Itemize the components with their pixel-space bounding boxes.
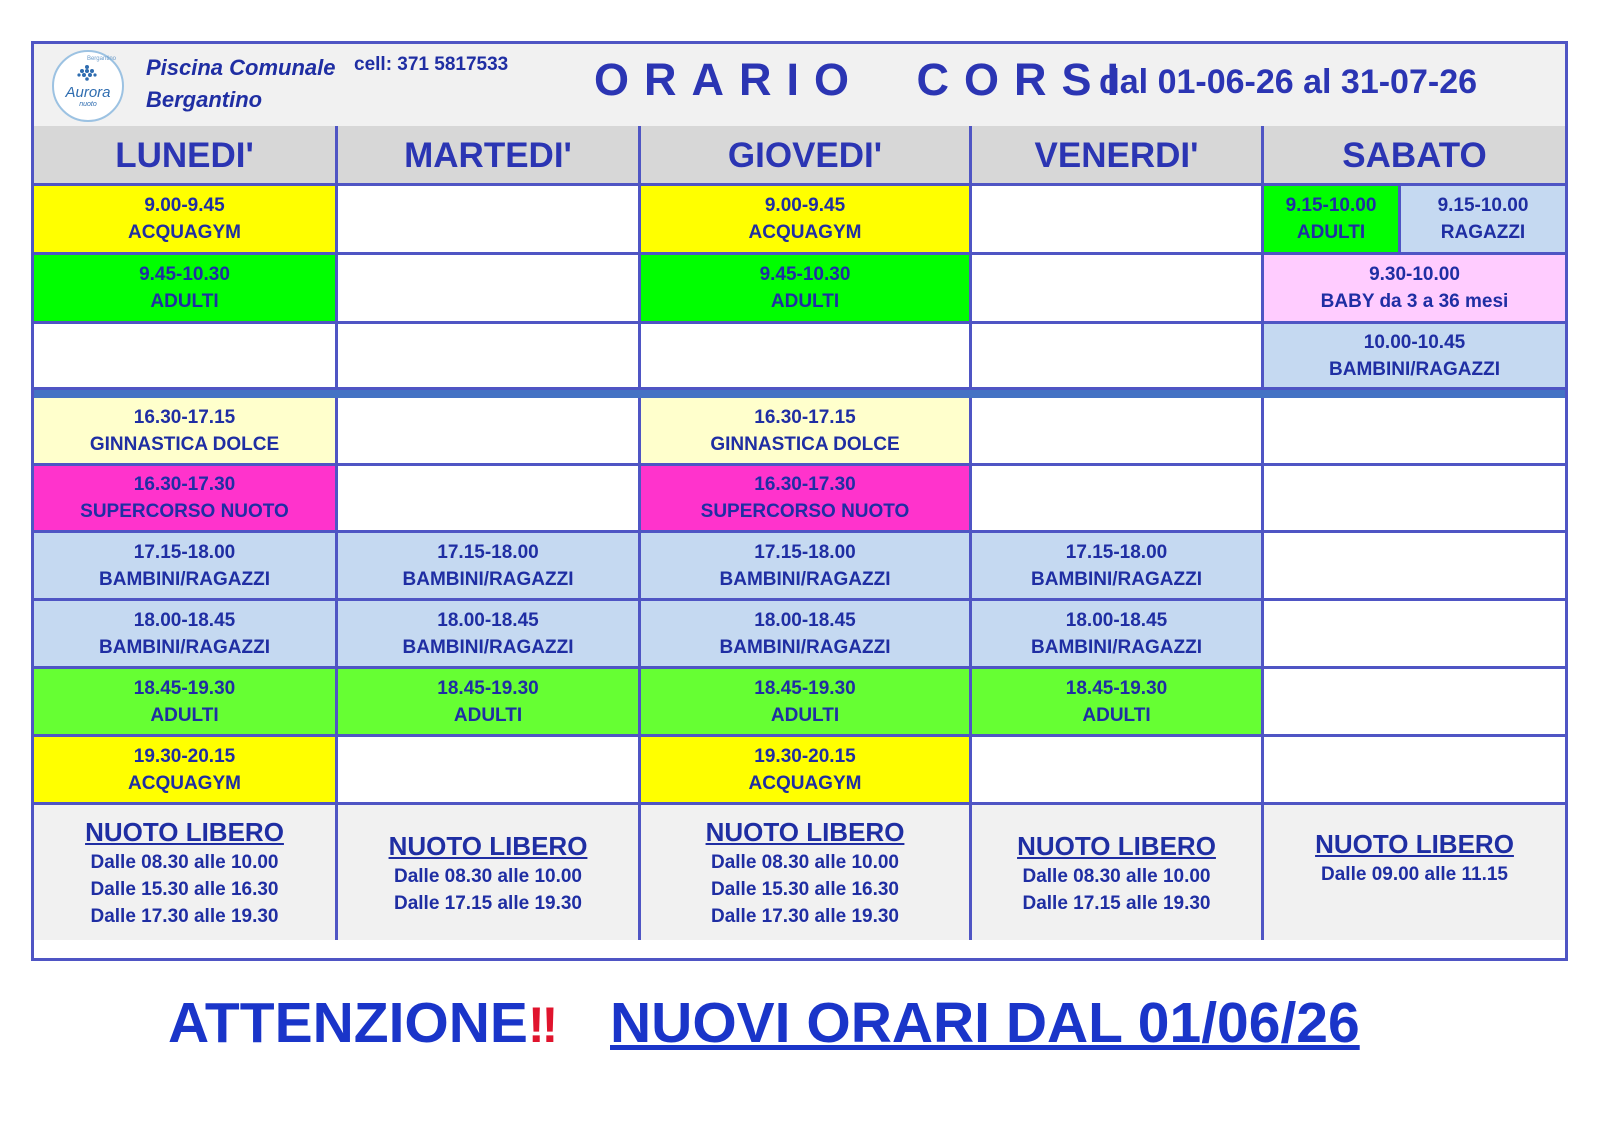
slot-course: ADULTI <box>770 704 840 726</box>
slot-empty <box>1264 669 1565 737</box>
slot-lun-adulti-morning <box>34 255 338 324</box>
slot-course: BAMBINI/RAGAZZI <box>99 568 270 590</box>
slot-time: 18.45-19.30 <box>133 677 236 699</box>
attention-text: ATTENZIONE <box>168 991 528 1055</box>
slot-gio-adulti-evening <box>641 669 972 737</box>
slot-course: BAMBINI/RAGAZZI <box>1031 568 1202 590</box>
slot-empty <box>338 466 641 533</box>
slot-time: 9.15-10.00 <box>1437 195 1529 216</box>
slot-course: ADULTI <box>150 291 219 312</box>
nuoto-libero-title: NUOTO LIBERO <box>388 830 588 861</box>
slot-course: ACQUAGYM <box>128 772 241 794</box>
slot-empty <box>972 398 1264 466</box>
slot-time: 9.45-10.30 <box>139 264 230 285</box>
slot-empty <box>338 186 641 255</box>
slot-sab-adulti <box>1264 186 1401 255</box>
slot-time: 18.00-18.45 <box>754 609 856 631</box>
slot-course: RAGAZZI <box>1440 222 1526 243</box>
slot-course: BAMBINI/RAGAZZI <box>402 636 574 658</box>
nuoto-libero-title: NUOTO LIBERO <box>85 817 284 847</box>
logo-dots-icon <box>76 64 98 82</box>
slot-mar-bambini-1800 <box>338 601 641 669</box>
slot-empty <box>1264 601 1565 669</box>
slot-time: 9.00-9.45 <box>764 195 846 216</box>
schedule-sheet <box>31 41 1568 961</box>
slot-course: ADULTI <box>1296 222 1366 243</box>
nuoto-libero-title: NUOTO LIBERO <box>1017 830 1216 861</box>
slot-empty <box>338 398 641 466</box>
slot-gio-acquagym-morning <box>641 186 972 255</box>
slot-gio-adulti-morning <box>641 255 972 324</box>
slot-time: 9.15-10.00 <box>1285 195 1377 216</box>
nuoto-libero-time: Dalle 09.00 alle 11.15 <box>1321 864 1508 885</box>
slot-empty <box>338 324 641 390</box>
slot-time: 17.15-18.00 <box>437 541 539 563</box>
slot-time: 19.30-20.15 <box>133 745 236 767</box>
slot-course: BAMBINI/RAGAZZI <box>1031 636 1202 658</box>
pool-line-2: Bergantino <box>146 87 263 112</box>
nuoto-libero-time: Dalle 17.30 alle 19.30 <box>90 906 279 927</box>
slot-ven-bambini-1800 <box>972 601 1264 669</box>
slot-course: ADULTI <box>1082 704 1151 726</box>
slot-empty <box>1264 466 1565 533</box>
slot-time: 9.45-10.30 <box>759 264 851 285</box>
slot-lun-bambini-1800 <box>34 601 338 669</box>
slot-lun-acquagym-morning <box>34 186 338 255</box>
slot-course: ACQUAGYM <box>128 222 241 243</box>
slot-time: 17.15-18.00 <box>133 541 236 563</box>
attention-notice <box>168 990 558 1056</box>
slot-empty <box>972 466 1264 533</box>
day-header-venerdi: VENERDI' <box>972 126 1264 186</box>
slot-time: 18.45-19.30 <box>437 677 539 699</box>
nuoto-libero-title: NUOTO LIBERO <box>1315 829 1514 859</box>
slot-mar-bambini-1715 <box>338 533 641 601</box>
slot-time: 19.30-20.15 <box>754 745 856 767</box>
slot-empty <box>1264 737 1565 805</box>
schedule-header <box>34 44 1565 129</box>
slot-course: GINNASTICA DOLCE <box>89 433 280 455</box>
logo-brand: Aurora <box>65 84 111 101</box>
slot-course: ACQUAGYM <box>748 772 862 794</box>
slot-gio-bambini-1715 <box>641 533 972 601</box>
nuoto-libero-giovedi <box>641 805 972 940</box>
phone-number: cell: 371 5817533 <box>354 54 509 75</box>
date-range: dal 01-06-26 al 31-07-26 <box>1099 63 1478 101</box>
slot-empty <box>972 737 1264 805</box>
slot-course: ACQUAGYM <box>748 222 862 243</box>
nuoto-libero-time: Dalle 08.30 alle 10.00 <box>393 865 583 887</box>
nuoto-libero-time: Dalle 08.30 alle 10.00 <box>1022 865 1211 887</box>
day-header-lunedi: LUNEDI' <box>34 126 338 186</box>
slot-course: BAMBINI/RAGAZZI <box>719 636 891 658</box>
new-hours-notice: NUOVI ORARI DAL 01/06/26 <box>610 991 1360 1055</box>
slot-empty <box>1264 398 1565 466</box>
slot-course: BAMBINI/RAGAZZI <box>719 568 891 590</box>
slot-course: ADULTI <box>770 291 840 312</box>
slot-time: 17.15-18.00 <box>754 541 856 563</box>
slot-empty <box>1264 533 1565 601</box>
slot-lun-supercorso <box>34 466 338 533</box>
nuoto-libero-time: Dalle 17.30 alle 19.30 <box>710 906 900 927</box>
nuoto-libero-martedi <box>338 805 641 940</box>
slot-sab-baby <box>1264 255 1565 324</box>
nuoto-libero-time: Dalle 08.30 alle 10.00 <box>90 852 279 873</box>
slot-course: BAMBINI/RAGAZZI <box>402 568 574 590</box>
slot-gio-ginnastica <box>641 398 972 466</box>
slot-course: BABY da 3 a 36 mesi <box>1320 291 1509 312</box>
slot-course: SUPERCORSO NUOTO <box>700 501 910 522</box>
day-header-sabato: SABATO <box>1264 126 1565 186</box>
slot-time: 16.30-17.15 <box>754 406 856 428</box>
slot-time: 9.00-9.45 <box>144 195 225 216</box>
pool-line-1: Piscina Comunale <box>146 55 336 80</box>
slot-time: 18.00-18.45 <box>1065 609 1168 631</box>
slot-ven-adulti-evening <box>972 669 1264 737</box>
slot-lun-bambini-1715 <box>34 533 338 601</box>
nuoto-libero-time: Dalle 17.15 alle 19.30 <box>1022 892 1211 914</box>
slot-lun-acquagym-evening <box>34 737 338 805</box>
slot-course: GINNASTICA DOLCE <box>710 433 900 455</box>
slot-course: ADULTI <box>453 704 523 726</box>
slot-empty <box>972 186 1264 255</box>
nuoto-libero-title: NUOTO LIBERO <box>705 817 905 847</box>
slot-time: 18.00-18.45 <box>437 609 539 631</box>
page-title: ORARIO CORSI <box>594 54 1135 105</box>
logo-ring-text: Bergantino <box>86 56 116 62</box>
slot-ven-bambini-1715 <box>972 533 1264 601</box>
slot-time: 18.45-19.30 <box>1065 677 1168 699</box>
slot-sab-bambini <box>1264 324 1565 390</box>
slot-empty <box>972 324 1264 390</box>
slot-time: 9.30-10.00 <box>1369 264 1460 285</box>
double-exclamation-icon: ‼ <box>527 997 559 1053</box>
slot-gio-acquagym-evening <box>641 737 972 805</box>
nuoto-libero-sabato <box>1264 805 1565 940</box>
nuoto-libero-time: Dalle 15.30 alle 16.30 <box>90 879 279 900</box>
day-header-martedi: MARTEDI' <box>338 126 641 186</box>
slot-empty <box>338 255 641 324</box>
day-header-giovedi: GIOVEDI' <box>641 126 972 186</box>
slot-time: 16.30-17.15 <box>133 406 236 428</box>
nuoto-libero-venerdi <box>972 805 1264 940</box>
slot-lun-adulti-evening <box>34 669 338 737</box>
aurora-logo <box>52 50 124 122</box>
slot-empty <box>972 255 1264 324</box>
pool-name <box>146 52 336 116</box>
slot-lun-ginnastica <box>34 398 338 466</box>
nuoto-libero-time: Dalle 17.15 alle 19.30 <box>393 892 583 914</box>
nuoto-libero-time: Dalle 08.30 alle 10.00 <box>710 852 900 873</box>
nuoto-libero-time: Dalle 15.30 alle 16.30 <box>710 879 900 900</box>
slot-time: 18.45-19.30 <box>754 677 856 699</box>
slot-course: ADULTI <box>150 704 219 726</box>
slot-time: 18.00-18.45 <box>133 609 236 631</box>
slot-gio-bambini-1800 <box>641 601 972 669</box>
slot-time: 16.30-17.30 <box>133 474 236 495</box>
slot-course: BAMBINI/RAGAZZI <box>99 636 270 658</box>
slot-course: BAMBINI/RAGAZZI <box>1329 358 1500 380</box>
slot-time: 10.00-10.45 <box>1363 331 1466 353</box>
slot-empty <box>641 324 972 390</box>
morning-afternoon-separator <box>34 390 1565 398</box>
slot-time: 16.30-17.30 <box>754 474 856 495</box>
slot-empty <box>338 737 641 805</box>
slot-gio-supercorso <box>641 466 972 533</box>
logo-sub: nuoto <box>79 101 97 108</box>
slot-empty <box>34 324 338 390</box>
slot-time: 17.15-18.00 <box>1065 541 1168 563</box>
slot-sab-ragazzi <box>1401 186 1565 255</box>
nuoto-libero-lunedi <box>34 805 338 940</box>
slot-mar-adulti-evening <box>338 669 641 737</box>
slot-course: SUPERCORSO NUOTO <box>80 501 289 522</box>
